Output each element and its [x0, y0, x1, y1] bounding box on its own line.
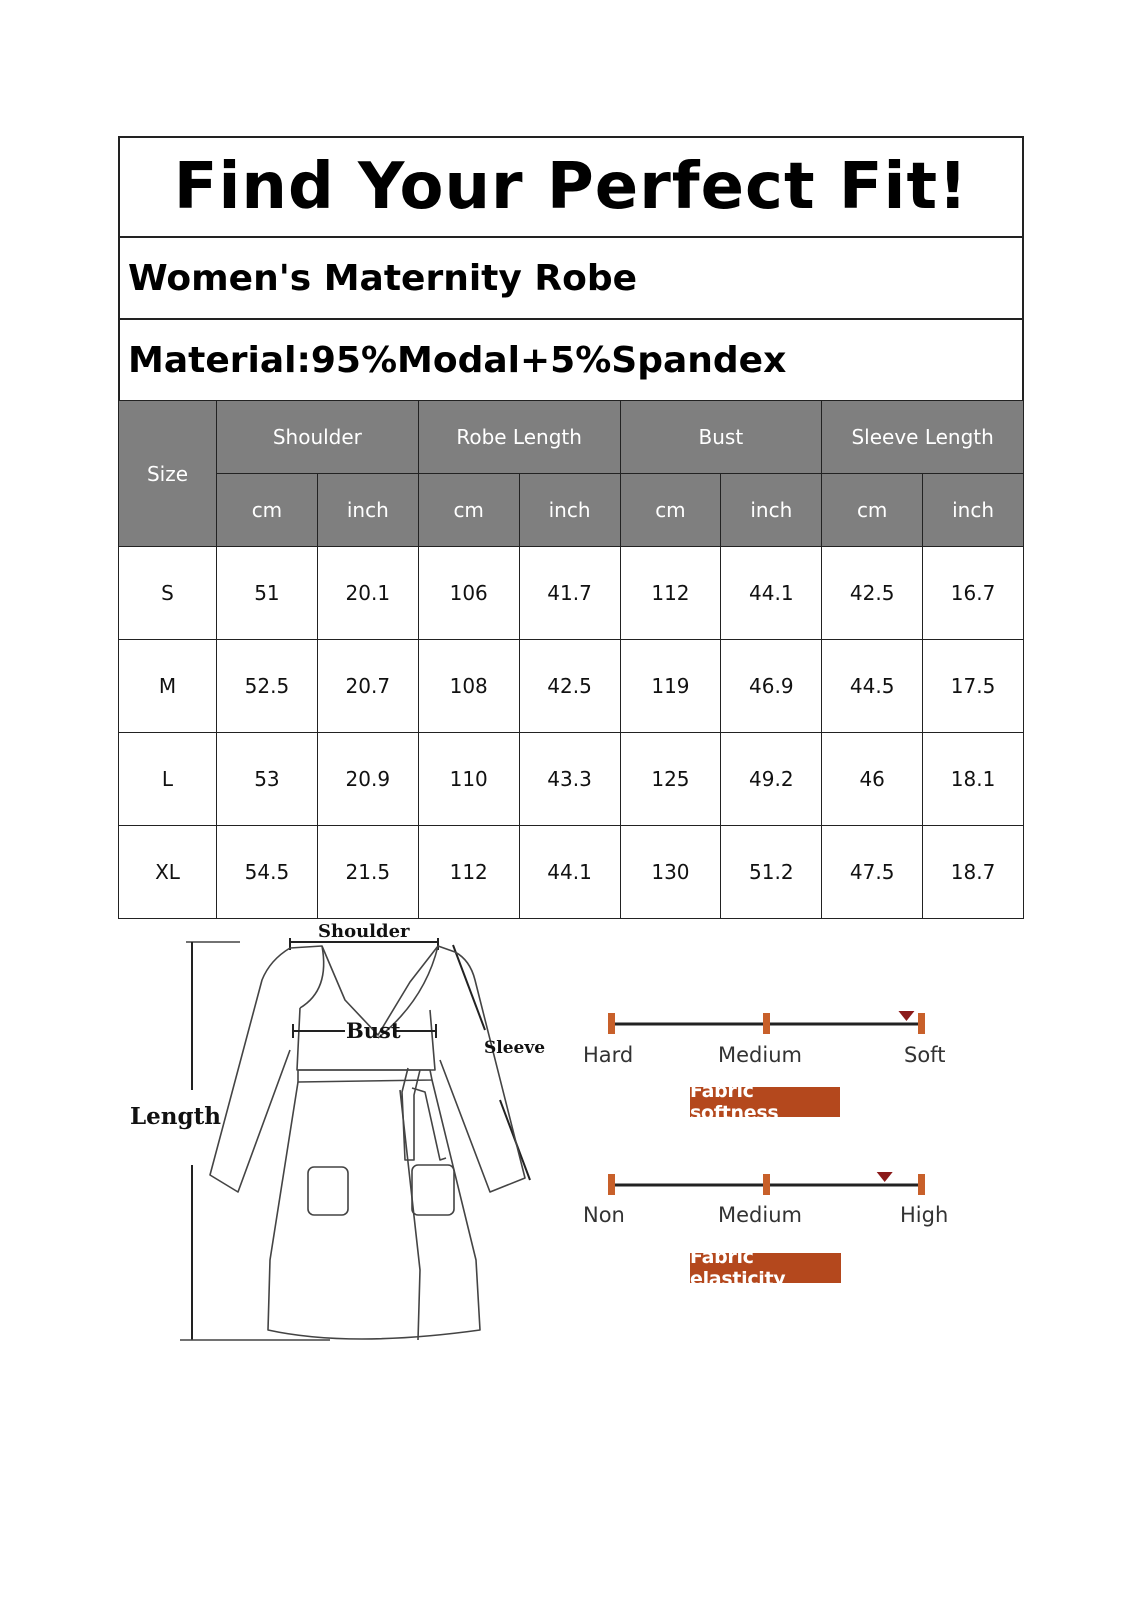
measurement-cell: 110	[418, 733, 519, 826]
measurement-cell: 52.5	[217, 640, 318, 733]
size-header: Size	[119, 401, 217, 547]
elasticity-right-label: High	[900, 1203, 949, 1227]
measurement-cell: 108	[418, 640, 519, 733]
unit-header: inch	[519, 474, 620, 547]
length-label: Length	[130, 1103, 221, 1130]
fabric-softness-badge: Fabric softness	[690, 1087, 840, 1117]
robe-illustration	[0, 920, 1131, 1380]
softness-left-label: Hard	[583, 1043, 634, 1067]
measurement-cell: 44.5	[822, 640, 923, 733]
size-cell: XL	[119, 826, 217, 919]
size-chart-sheet	[118, 136, 1024, 919]
measurement-cell: 47.5	[822, 826, 923, 919]
bust-label: Bust	[346, 1018, 401, 1043]
table-row	[119, 547, 1024, 640]
measurement-cell: 51.2	[721, 826, 822, 919]
softness-middle-label: Medium	[718, 1043, 802, 1067]
size-table	[118, 400, 1024, 919]
measurement-cell: 18.1	[923, 733, 1024, 826]
page-title: Find Your Perfect Fit!	[118, 136, 1024, 236]
header-row-units	[119, 474, 1024, 547]
unit-header: inch	[923, 474, 1024, 547]
measurement-diagram	[0, 920, 1131, 1380]
measurement-cell: 46.9	[721, 640, 822, 733]
measurement-cell: 46	[822, 733, 923, 826]
measurement-cell: 130	[620, 826, 721, 919]
group-header-bust: Bust	[620, 401, 822, 474]
measurement-cell: 20.7	[317, 640, 418, 733]
measurement-cell: 43.3	[519, 733, 620, 826]
size-cell: L	[119, 733, 217, 826]
size-cell: S	[119, 547, 217, 640]
shoulder-label: Shoulder	[318, 921, 410, 942]
measurement-cell: 41.7	[519, 547, 620, 640]
measurement-cell: 20.1	[317, 547, 418, 640]
measurement-cell: 42.5	[822, 547, 923, 640]
group-header-sleeve-length: Sleeve Length	[822, 401, 1024, 474]
measurement-cell: 51	[217, 547, 318, 640]
softness-level-marker	[898, 1011, 914, 1021]
elasticity-level-marker	[877, 1172, 893, 1182]
unit-header: inch	[317, 474, 418, 547]
measurement-cell: 106	[418, 547, 519, 640]
table-row	[119, 826, 1024, 919]
measurement-cell: 53	[217, 733, 318, 826]
sleeve-label: Sleeve	[484, 1038, 546, 1058]
measurement-cell: 44.1	[519, 826, 620, 919]
measurement-cell: 18.7	[923, 826, 1024, 919]
group-header-robe-length: Robe Length	[418, 401, 620, 474]
measurement-cell: 49.2	[721, 733, 822, 826]
measurement-cell: 112	[418, 826, 519, 919]
elasticity-middle-label: Medium	[718, 1203, 802, 1227]
unit-header: cm	[217, 474, 318, 547]
elasticity-left-label: Non	[583, 1203, 625, 1227]
measurement-cell: 125	[620, 733, 721, 826]
group-header-shoulder: Shoulder	[217, 401, 419, 474]
product-name: Women's Maternity Robe	[118, 236, 1024, 318]
measurement-cell: 16.7	[923, 547, 1024, 640]
table-row	[119, 733, 1024, 826]
fabric-elasticity-badge: Fabric elasticity	[690, 1253, 841, 1283]
table-row	[119, 640, 1024, 733]
header-row-groups	[119, 401, 1024, 474]
unit-header: cm	[418, 474, 519, 547]
measurement-cell: 42.5	[519, 640, 620, 733]
unit-header: cm	[822, 474, 923, 547]
measurement-cell: 17.5	[923, 640, 1024, 733]
unit-header: inch	[721, 474, 822, 547]
unit-header: cm	[620, 474, 721, 547]
softness-right-label: Soft	[904, 1043, 946, 1067]
measurement-cell: 21.5	[317, 826, 418, 919]
measurement-cell: 119	[620, 640, 721, 733]
material-info: Material:95%Modal+5%Spandex	[118, 318, 1024, 400]
measurement-cell: 20.9	[317, 733, 418, 826]
size-cell: M	[119, 640, 217, 733]
measurement-cell: 112	[620, 547, 721, 640]
measurement-cell: 44.1	[721, 547, 822, 640]
elasticity-scale	[608, 1172, 925, 1195]
softness-scale	[608, 1011, 925, 1034]
measurement-cell: 54.5	[217, 826, 318, 919]
